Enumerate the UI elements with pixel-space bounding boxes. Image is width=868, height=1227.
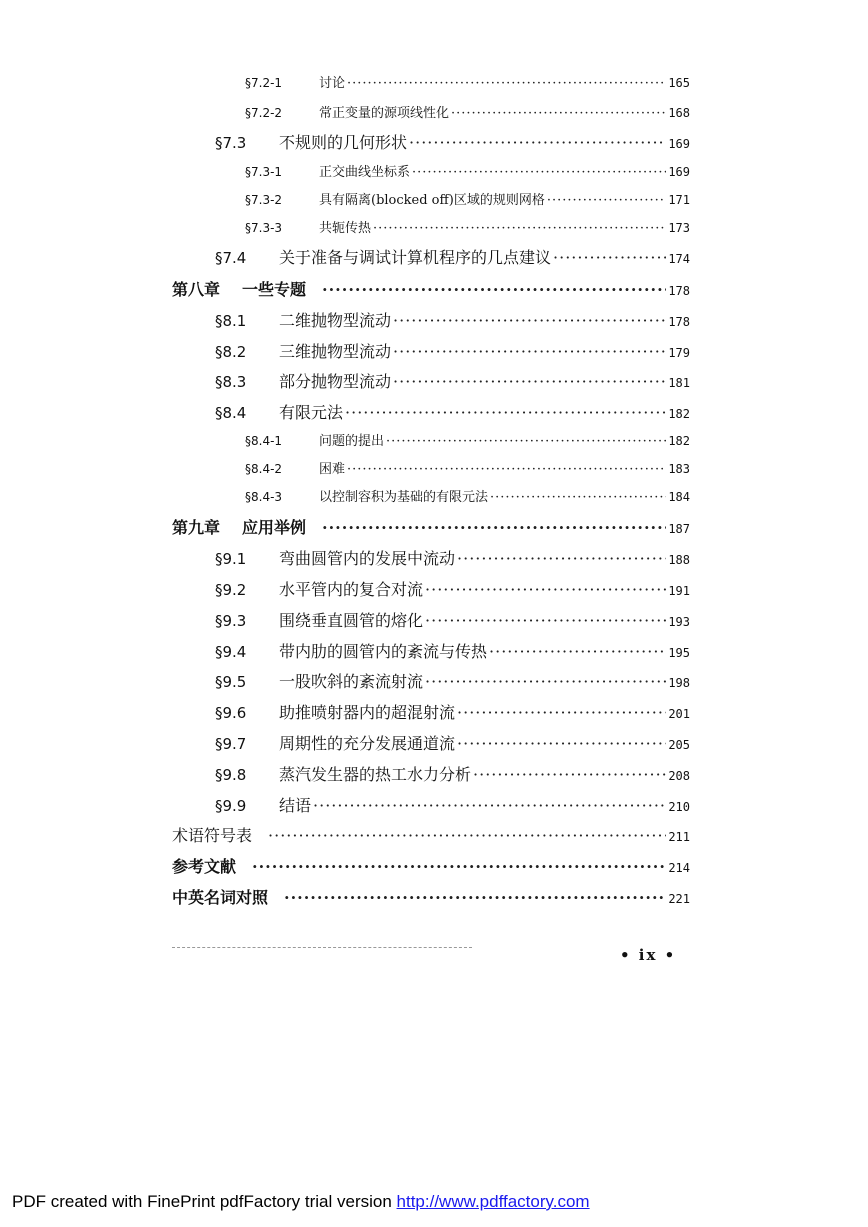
toc-entry (215, 369, 690, 392)
page-number: 174 (668, 252, 690, 266)
toc-entry (215, 731, 690, 754)
dot-leader (451, 106, 666, 121)
section-title: 不规则的几何形状 (279, 133, 408, 152)
page-number: 165 (668, 76, 690, 90)
dot-leader (284, 888, 666, 907)
backmatter-title: 参考文献 (172, 857, 237, 876)
section-number: §8.4-2 (245, 462, 283, 476)
page-number: 195 (668, 646, 690, 660)
section-title: 以控制容积为基础的有限元法 (319, 490, 489, 505)
toc-entry (245, 161, 690, 180)
section-number: §9.5 (215, 673, 247, 691)
section-number: §8.3 (215, 373, 247, 391)
section-number: §9.2 (215, 581, 247, 599)
toc-chapter-entry (172, 277, 690, 300)
page-number: 182 (668, 407, 690, 421)
section-title: 讨论 (319, 76, 346, 91)
page-number: 182 (668, 434, 690, 448)
dot-leader (412, 165, 666, 180)
page-number: 169 (668, 137, 690, 151)
page-number: 198 (668, 676, 690, 690)
chapter-label: 第九章 (172, 518, 221, 537)
dot-leader (386, 434, 666, 449)
page-number: 183 (668, 462, 690, 476)
toc-entry (245, 458, 690, 477)
section-title: 有限元法 (279, 403, 344, 422)
section-title: 常正变量的源项线性化 (319, 106, 450, 121)
section-title: 一股吹斜的紊流射流 (279, 672, 424, 691)
dot-leader (322, 518, 666, 537)
toc-entry (215, 308, 690, 331)
section-number: §9.8 (215, 766, 247, 784)
section-number: §7.3-1 (245, 165, 283, 179)
section-title: 正交曲线坐标系 (319, 165, 411, 180)
dot-leader (553, 248, 666, 267)
backmatter-title: 术语符号表 (172, 826, 253, 845)
page-number: 171 (668, 193, 690, 207)
section-number: §8.4 (215, 404, 247, 422)
dot-leader (393, 342, 666, 361)
toc-entry (215, 546, 690, 569)
dot-leader (409, 133, 666, 152)
section-number: §8.4-1 (245, 434, 283, 448)
toc-entry (245, 217, 690, 236)
dot-leader (347, 462, 666, 477)
toc-backmatter-entry (172, 854, 690, 877)
section-title: 问题的提出 (319, 434, 385, 449)
toc-backmatter-entry (172, 885, 690, 908)
section-number: §9.3 (215, 612, 247, 630)
section-title: 周期性的充分发展通道流 (279, 734, 456, 753)
page-number: 211 (668, 830, 690, 844)
toc-entry (215, 577, 690, 600)
toc-entry (215, 339, 690, 362)
page-number: 178 (668, 315, 690, 329)
section-number: §7.2-2 (245, 106, 283, 120)
dot-leader (345, 403, 666, 422)
section-number: §7.3-3 (245, 221, 283, 235)
footer-link[interactable]: http://www.pdffactory.com (396, 1192, 590, 1211)
toc-backmatter-entry (172, 823, 690, 846)
toc-entry (215, 608, 690, 631)
page-number: 168 (668, 106, 690, 120)
section-number: §8.1 (215, 312, 247, 330)
section-number: §9.4 (215, 643, 247, 661)
page-number: 221 (668, 892, 690, 906)
section-number: §7.3-2 (245, 193, 283, 207)
dot-leader (393, 372, 666, 391)
page-number: 193 (668, 615, 690, 629)
page-number: 201 (668, 707, 690, 721)
dot-leader (347, 76, 666, 91)
section-number: §8.2 (215, 343, 247, 361)
dot-leader (489, 642, 666, 661)
page-number: 178 (668, 284, 690, 298)
toc-entry (245, 102, 690, 121)
section-title: 蒸汽发生器的热工水力分析 (279, 765, 472, 784)
dot-leader (547, 193, 666, 208)
section-number: §7.2-1 (245, 76, 283, 90)
dot-leader (490, 490, 666, 505)
toc-chapter-entry (172, 515, 690, 538)
toc-entry (215, 700, 690, 723)
backmatter-title: 中英名词对照 (172, 888, 269, 907)
dot-leader (373, 221, 666, 236)
section-title: 具有隔离(blocked off)区域的规则网格 (319, 193, 545, 208)
dot-leader (425, 611, 666, 630)
footer-text: PDF created with FinePrint pdfFactory trial version (12, 1192, 397, 1211)
toc-entry (215, 400, 690, 423)
page-folio: • ix • (620, 946, 677, 964)
page-number: 188 (668, 553, 690, 567)
dot-leader (252, 857, 666, 876)
dot-leader (393, 311, 666, 330)
section-title: 带内肋的圆管内的紊流与传热 (279, 642, 488, 661)
pdf-footer (12, 1192, 590, 1212)
section-title: 二维抛物型流动 (279, 311, 392, 330)
dot-leader (268, 826, 666, 845)
toc-entry (245, 486, 690, 505)
page-number: 173 (668, 221, 690, 235)
toc-entry (215, 669, 690, 692)
section-title: 水平管内的复合对流 (279, 580, 424, 599)
section-title: 围绕垂直圆管的熔化 (279, 611, 424, 630)
section-title: 三维抛物型流动 (279, 342, 392, 361)
section-number: §7.4 (215, 249, 247, 267)
section-number: §9.7 (215, 735, 247, 753)
toc-entry (245, 189, 690, 208)
page-number: 184 (668, 490, 690, 504)
dot-leader (313, 796, 666, 815)
dot-leader (425, 580, 666, 599)
chapter-title: 一些专题 (242, 280, 307, 299)
section-number: §8.4-3 (245, 490, 283, 504)
toc-entry (245, 430, 690, 449)
dot-leader (457, 734, 666, 753)
section-title: 弯曲圆管内的发展中流动 (279, 549, 456, 568)
section-number: §7.3 (215, 134, 247, 152)
dot-leader (425, 672, 666, 691)
section-title: 共轭传热 (319, 221, 372, 236)
dot-leader (322, 280, 666, 299)
chapter-title: 应用举例 (242, 518, 307, 537)
section-title: 关于准备与调试计算机程序的几点建议 (279, 248, 552, 267)
page-number: 169 (668, 165, 690, 179)
page-number: 210 (668, 800, 690, 814)
toc-entry (215, 639, 690, 662)
section-title: 部分抛物型流动 (279, 372, 392, 391)
dot-leader (473, 765, 666, 784)
toc-entry (215, 245, 690, 268)
footer-rule (172, 947, 472, 948)
page-number: 179 (668, 346, 690, 360)
page-number: 208 (668, 769, 690, 783)
toc-entry (215, 793, 690, 816)
dot-leader (457, 703, 666, 722)
section-title: 结语 (279, 796, 312, 815)
section-number: §9.1 (215, 550, 247, 568)
section-title: 助推喷射器内的超混射流 (279, 703, 456, 722)
page-number: 181 (668, 376, 690, 390)
page-number: 214 (668, 861, 690, 875)
dot-leader (457, 549, 666, 568)
page-number: 205 (668, 738, 690, 752)
page-number: 191 (668, 584, 690, 598)
toc-entry (215, 130, 690, 153)
section-number: §9.6 (215, 704, 247, 722)
chapter-label: 第八章 (172, 280, 221, 299)
page-number: 187 (668, 522, 690, 536)
toc-entry (245, 72, 690, 91)
toc-entry (215, 762, 690, 785)
section-number: §9.9 (215, 797, 247, 815)
section-title: 困难 (319, 462, 346, 477)
